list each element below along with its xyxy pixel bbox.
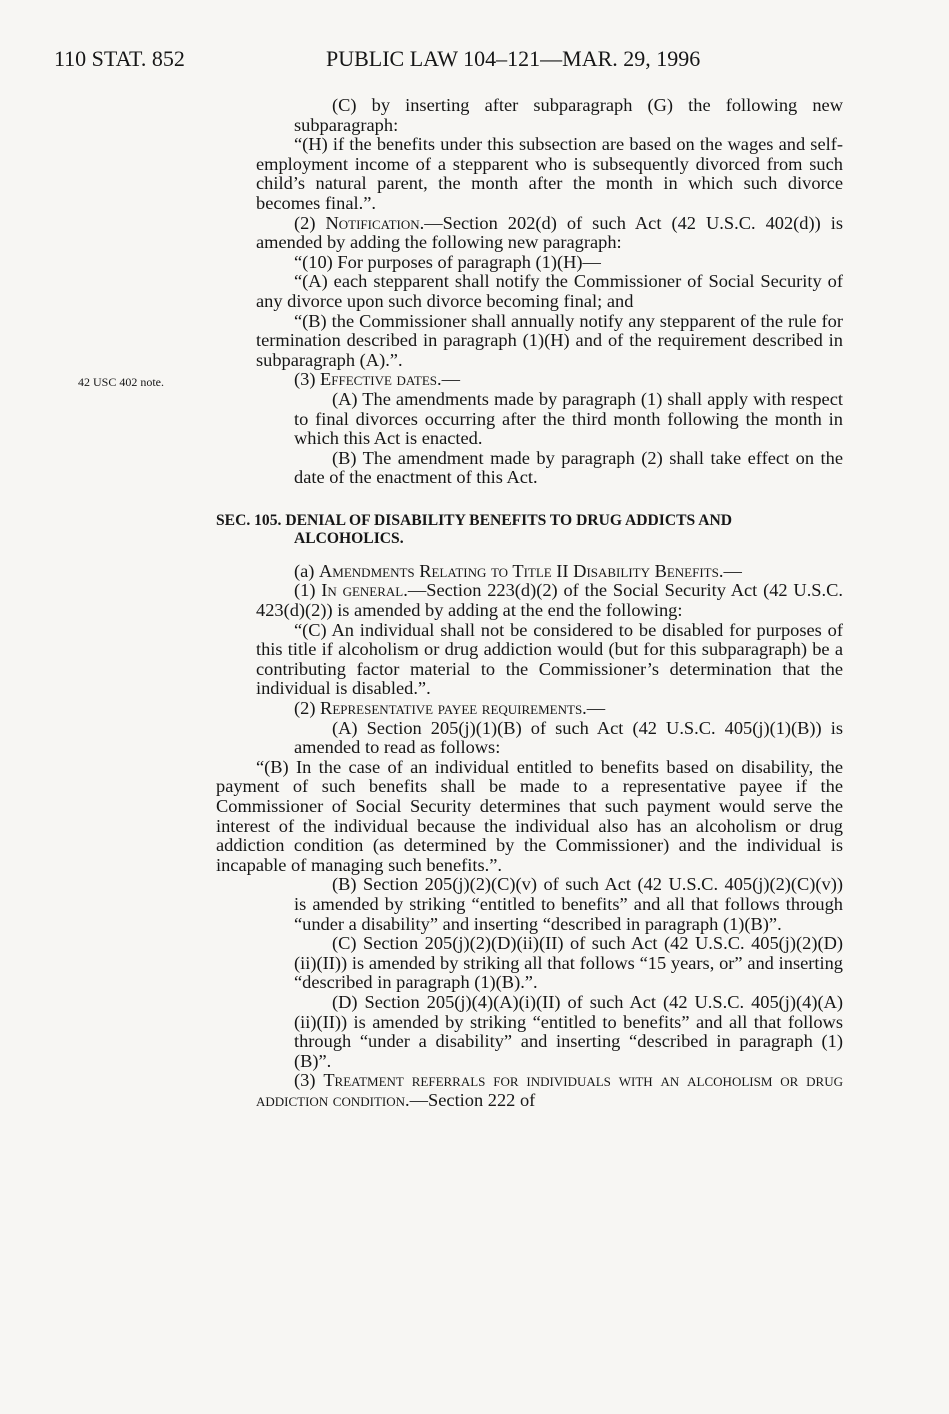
paragraph-a2 <box>216 699 843 719</box>
subsection-dash: — <box>723 560 742 581</box>
subsection-letter: (a) <box>294 560 320 581</box>
paragraph-heading: Notification. <box>325 212 425 233</box>
subparagraph-3a: (A) The amendments made by paragraph (1) shall apply with respect to final divorces occurring after the third month following the month in which this Act is enacted. <box>294 388 843 449</box>
paragraph-text: —Section 222 of <box>409 1089 536 1110</box>
paragraph-number: (2) <box>294 698 321 719</box>
paragraph-dash: — <box>586 698 606 719</box>
quoted-paragraph-10: “(10) For purposes of paragraph (1)(H)— <box>294 251 601 272</box>
quoted-subparagraph-h: “(H) if the benefits under this subsection are based on the wages and self-employment income of a stepparent who is subsequently divorced from such child’s natural parent, the month after the month in which such divorce becomes final.”. <box>256 134 843 213</box>
subsection-heading: Amendments Relating to Title II Disability Benefits. <box>319 560 724 581</box>
margin-note: 42 USC 402 note. <box>78 375 165 389</box>
document-body <box>216 96 843 1111</box>
paragraph-a1 <box>216 581 843 620</box>
statute-page-number: 110 STAT. 852 <box>54 46 185 71</box>
quoted-subparagraph-b-payee: “(B) In the case of an individual entitled to benefits based on disability, the payment of such benefits shall be made to a representative payee if the Commissioner of Social Security determines that such payment would serve the interest of the individual because the individual also has an alcoholism or drug addiction condition (as determined by the Commissioner) and the individual is incapable of managing such benefits.”. <box>216 756 843 875</box>
quoted-subparagraph-c: “(C) An individual shall not be considered to be disabled for purposes of this title if alcoholism or drug addiction would (but for this subparagraph) be a contributing factor material to the Commissioner’s determination that the individual is disabled.”. <box>256 619 843 699</box>
subparagraph-3b: (B) The amendment made by paragraph (2) shall take effect on the date of the enactment of this Act. <box>294 447 843 488</box>
subparagraph-2d: (D) Section 205(j)(4)(A)(i)(II) of such Act (42 U.S.C. 405(j)(4)(A)(ii)(II)) is amended by striking “entitled to benefits” and all that follows through “under a disability” and inserting “described in paragraph (1)(B)”. <box>294 991 843 1071</box>
public-law-citation: PUBLIC LAW 104–121—MAR. 29, 1996 <box>326 46 701 71</box>
paragraph-2-notification <box>216 214 843 253</box>
quoted-subparagraph-b: “(B) the Commissioner shall annually notify any stepparent of the rule for termination described in paragraph (1)(H) and of the requirement described in subparagraph (A).”. <box>256 310 843 370</box>
quoted-subparagraph-a: “(A) each stepparent shall notify the Commissioner of Social Security of any divorce upon such divorce becoming final; and <box>256 271 843 311</box>
paragraph-text: —Section 202(d) of such Act (42 U.S.C. 402(d)) is amended by adding the following new paragraph: <box>256 212 844 253</box>
paragraph-text: —Section 223(d)(2) of the Social Security Act (42 U.S.C. 423(d)(2)) is amended by adding at the end the following: <box>256 580 843 621</box>
paragraph-1c: (C) by inserting after subparagraph (G) the following new subparagraph: <box>294 95 843 135</box>
page-header <box>0 46 949 78</box>
paragraph-dash: — <box>441 369 460 390</box>
paragraph-a3 <box>216 1071 843 1110</box>
paragraph-number: (3) <box>294 369 321 390</box>
paragraph-heading: Effective dates. <box>320 369 442 390</box>
paragraph-3-effective-dates <box>216 370 843 390</box>
paragraph-heading: Treatment referrals for individuals with an alcoholism or drug addiction condition. <box>256 1070 843 1110</box>
paragraph-heading: Representative payee requirements. <box>320 698 587 719</box>
subsection-a <box>216 562 843 582</box>
section-105-heading: SEC. 105. DENIAL OF DISABILITY BENEFITS TO DRUG ADDICTS AND ALCOHOLICS. <box>216 511 733 547</box>
paragraph-heading: In general. <box>321 580 408 601</box>
paragraph-number: (1) <box>294 580 322 601</box>
paragraph-number: (3) <box>294 1070 324 1091</box>
paragraph-number: (2) <box>294 212 326 233</box>
subparagraph-2b: (B) Section 205(j)(2)(C)(v) of such Act (42 U.S.C. 405(j)(2)(C)(v)) is amended by striking “entitled to benefits” and all that follows through “under a disability” and inserting “described in paragraph (1)(B)”. <box>294 874 843 934</box>
subparagraph-2a: (A) Section 205(j)(1)(B) of such Act (42 U.S.C. 405(j)(1)(B)) is amended to read as follows: <box>294 717 843 758</box>
subparagraph-2c: (C) Section 205(j)(2)(D)(ii)(II) of such Act (42 U.S.C. 405(j)(2)(D)(ii)(II)) is amended by striking all that follows “15 years, or” and inserting “described in paragraph (1)(B).”. <box>294 933 843 993</box>
